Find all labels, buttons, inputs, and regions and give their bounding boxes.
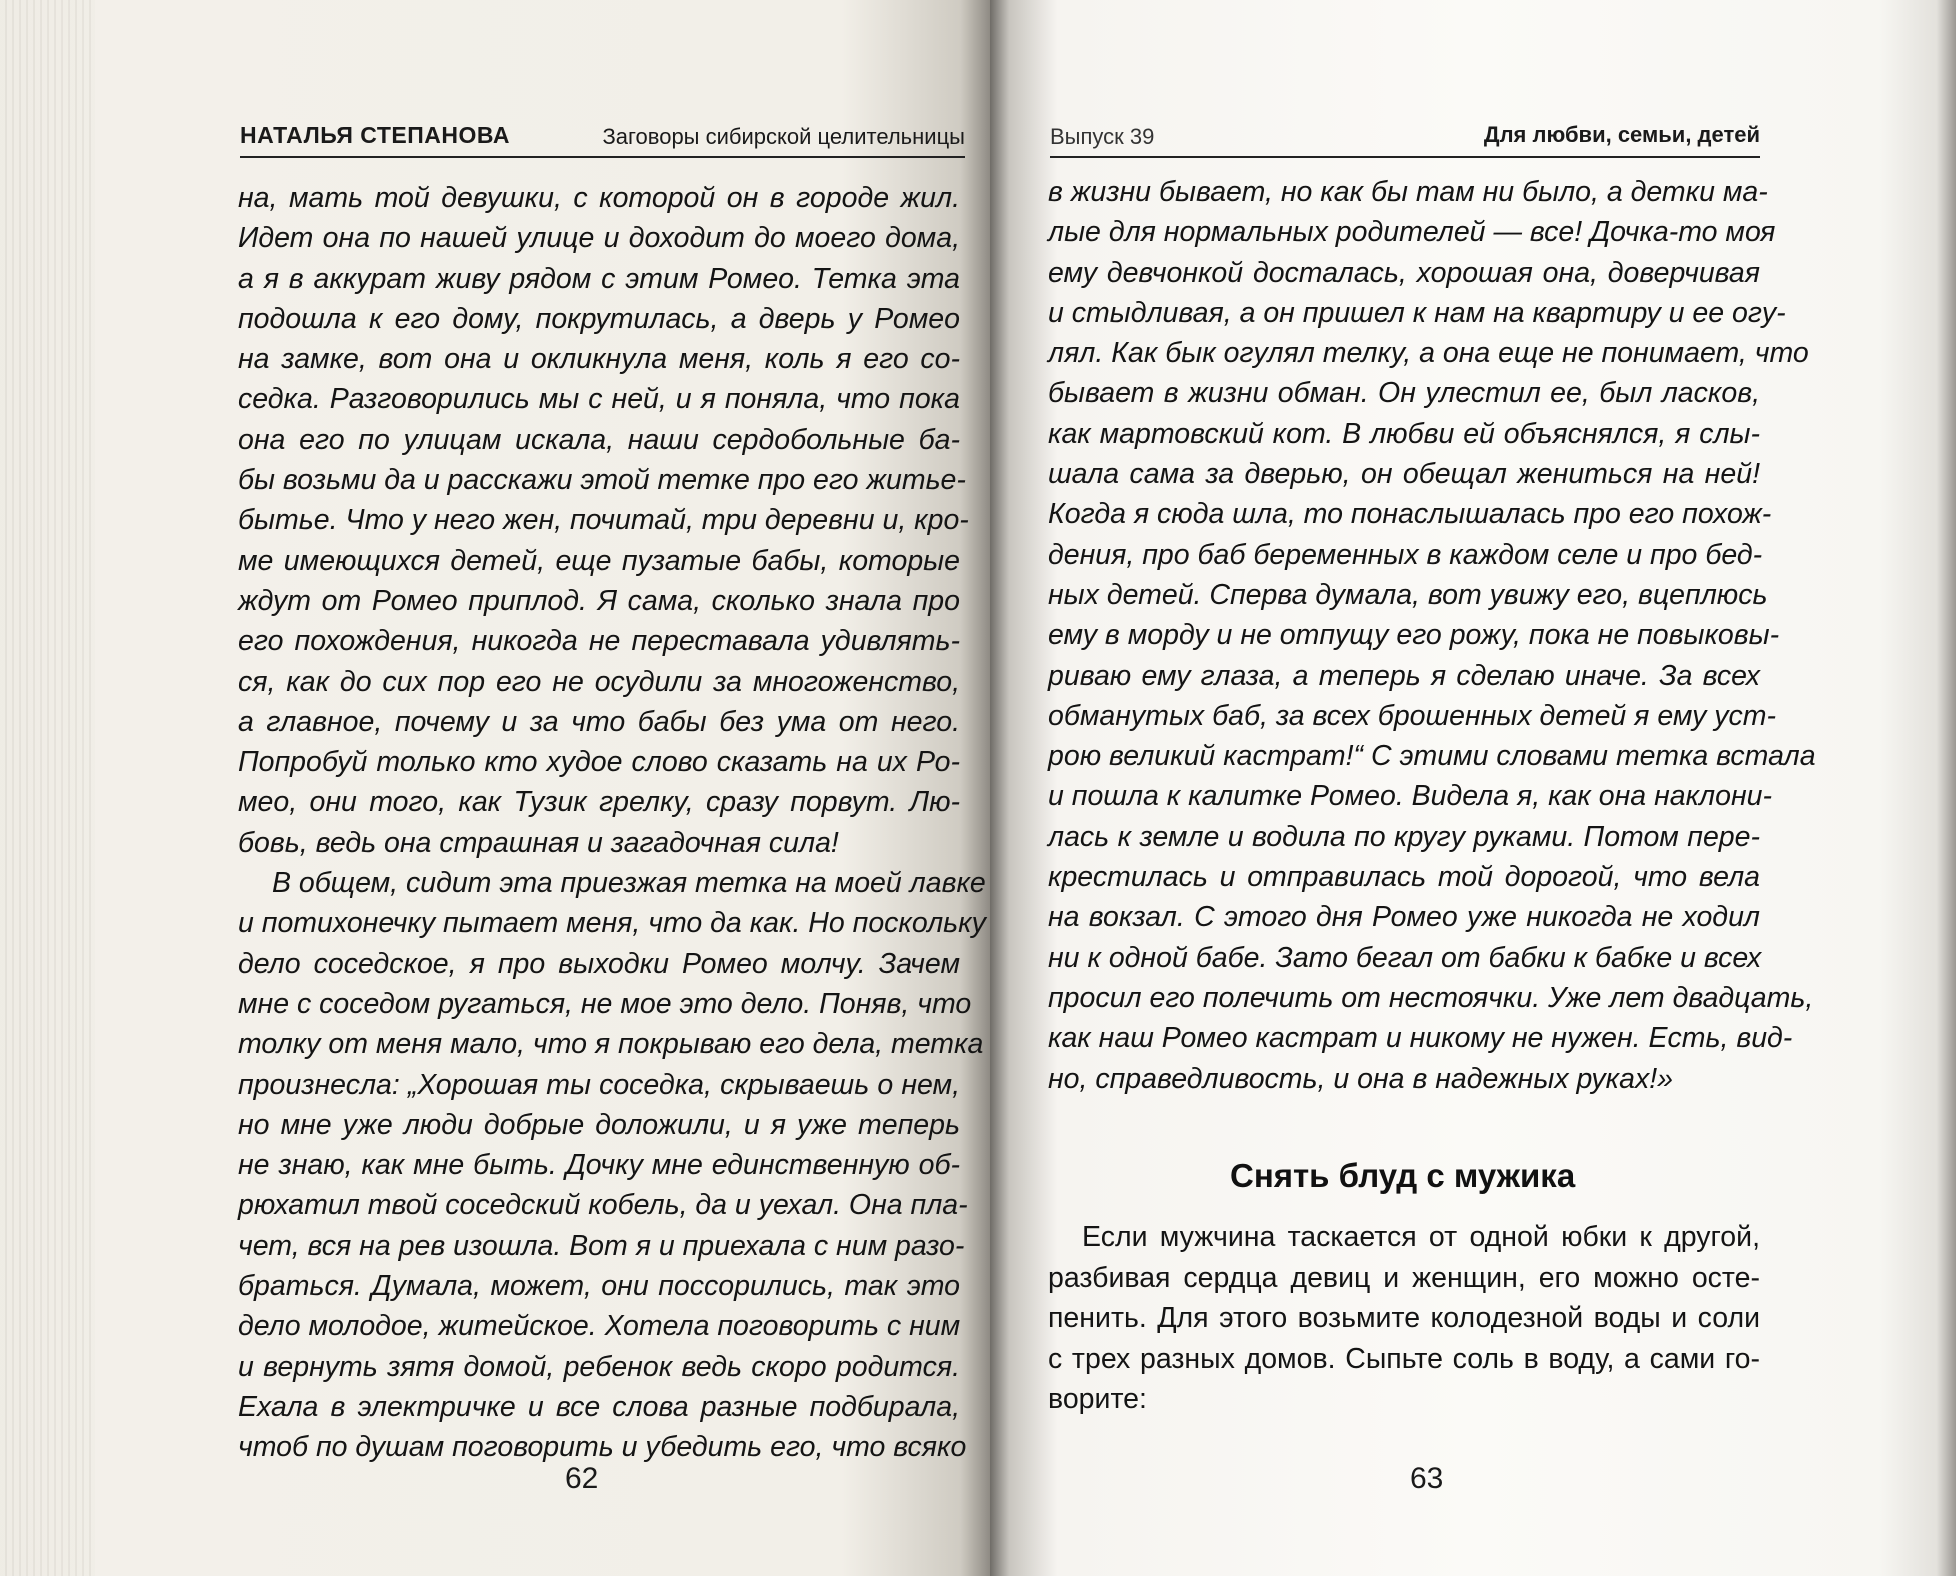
text-line: Идет она по нашей улице и доходит до моего дома, — [238, 222, 960, 255]
text-line: седка. Разговорились мы с ней, и я поняла, что пока — [238, 383, 960, 416]
text-line: лял. Как бык огулял телку, а она еще не понимает, что — [1048, 337, 1809, 370]
text-line: рюхатил твой соседский кобель, да и уехал. Она пла- — [238, 1189, 968, 1222]
text-line: бы возьми да и расскажи этой тетке про его житье- — [238, 464, 966, 497]
text-line: дения, про баб беременных в каждом селе и про бед- — [1048, 538, 1763, 571]
left-body-text — [238, 178, 986, 1468]
text-line: как мартовский кот. В любви ей объяснялся, я слы- — [1048, 417, 1760, 450]
text-line: ни к одной бабе. Зато бегал от бабки к бабке и всех — [1048, 941, 1762, 974]
text-line: ворите: — [1048, 1383, 1147, 1415]
text-line: на, мать той девушки, с которой он в городе жил. — [238, 182, 960, 214]
text-line: браться. Думала, может, они поссорились, так это — [238, 1270, 960, 1303]
text-line: в жизни бывает, но как бы там ни было, а детки ма- — [1048, 176, 1768, 208]
text-line: бывает в жизни обман. Он улестил ее, был ласков, — [1048, 377, 1760, 410]
text-line: а я в аккурат живу рядом с этим Ромео. Тетка эта — [238, 262, 960, 295]
text-line: ему девчонкой досталась, хорошая она, доверчивая — [1048, 256, 1760, 289]
page-number: 62 — [565, 1462, 599, 1495]
text-line: риваю ему глаза, а теперь я сделаю иначе. За всех — [1048, 659, 1760, 692]
text-line: а главное, почему и за что бабы без ума от него. — [238, 705, 960, 738]
right-page — [990, 0, 1956, 1576]
text-line: рою великий кастрат!“ С этими словами тетка встала — [1048, 740, 1816, 773]
text-line: лась к земле и водила по кругу руками. Потом пере- — [1048, 820, 1760, 853]
text-line: ме имеющихся детей, еще пузатые бабы, которые — [238, 544, 960, 577]
text-line: не знаю, как мне быть. Дочку мне единственную об- — [238, 1149, 960, 1182]
author-name: НАТАЛЬЯ СТЕПАНОВА — [240, 122, 510, 148]
text-line: ждут от Ромео приплод. Я сама, сколько знала про — [238, 584, 960, 617]
text-line: произнесла: „Хорошая ты соседка, скрываешь о нем, — [238, 1068, 960, 1101]
text-line: толку от меня мало, что я покрываю его дела, тетка — [238, 1028, 984, 1061]
text-line: дело молодое, житейское. Хотела поговорить с ним — [238, 1310, 961, 1343]
text-line: и пошла к калитке Ромео. Видела я, как она наклони- — [1048, 780, 1773, 813]
text-line: В общем, сидит эта приезжая тетка на моей лавке — [272, 867, 986, 900]
text-line: просил его полечить от нестоячки. Уже лет двадцать, — [1048, 981, 1814, 1014]
text-line: лые для нормальных родителей — все! Дочка-то моя — [1048, 216, 1776, 249]
section-title: Для любви, семьи, детей — [1483, 122, 1760, 147]
text-line: но, справедливость, и она в надежных руках!» — [1048, 1062, 1673, 1095]
right-running-header — [1050, 116, 1760, 158]
text-line: и вернуть зятя домой, ребенок ведь скоро родится. — [238, 1350, 960, 1383]
text-line: Когда я сюда шла, то понаслышалась про его похож- — [1048, 498, 1772, 531]
text-line: Попробуй только кто худое слово сказать на их Ро- — [238, 746, 960, 779]
text-line: чтоб по душам поговорить и убедить его, что всяко — [238, 1431, 967, 1464]
text-line: ему в морду и не отпущу его рожу, пока не повыковы- — [1048, 619, 1780, 652]
page-number: 63 — [1410, 1462, 1444, 1495]
text-line: бовь, ведь она страшная и загадочная сила! — [238, 826, 839, 859]
book-title: Заговоры сибирской целительницы — [602, 124, 965, 149]
text-line: с трех разных домов. Сыпьте соль в воду, а сами го- — [1048, 1342, 1760, 1375]
text-line: разбивая сердца девиц и женщин, его можно осте- — [1048, 1261, 1760, 1294]
page-edge-stack — [0, 0, 95, 1576]
text-line: Ехала в электричке и все слова разные подбирала, — [238, 1390, 960, 1423]
text-line: и стыдливая, а он пришел к нам на квартиру и ее огу- — [1048, 296, 1786, 329]
right-body-text — [1048, 172, 1816, 1099]
text-line: мне с соседом ругаться, не мое это дело. Поняв, что — [238, 987, 972, 1020]
section-heading: Снять блуд с мужика — [1230, 1157, 1576, 1194]
issue-label: Выпуск 39 — [1050, 124, 1155, 149]
text-line: Если мужчина таскается от одной юбки к другой, — [1082, 1221, 1760, 1253]
text-line: крестилась и отправилась той дорогой, что вела — [1048, 861, 1760, 894]
text-line: бытье. Что у него жен, почитай, три деревни и, кро- — [238, 504, 969, 537]
text-line: пенить. Для этого возьмите колодезной воды и соли — [1048, 1302, 1760, 1334]
left-running-header — [240, 116, 965, 158]
text-line: чет, вся на рев изошла. Вот я и приехала с ним разо- — [238, 1229, 965, 1262]
text-line: но мне уже люди добрые доложили, и я уже теперь — [238, 1108, 960, 1141]
text-line: на замке, вот она и окликнула меня, коль я его со- — [238, 343, 960, 376]
text-line: ся, как до сих пор его не осудили за многоженство, — [238, 665, 960, 698]
text-line: и потихонечку пытает меня, что да как. Но поскольку — [238, 907, 986, 940]
text-line: на вокзал. С этого дня Ромео уже никогда не ходил — [1048, 901, 1760, 934]
text-line: дело соседское, я про выходки Ромео молчу. Зачем — [238, 947, 960, 980]
instruction-text — [1048, 1217, 1760, 1420]
text-line: обманутых баб, за всех брошенных детей я ему уст- — [1048, 699, 1776, 732]
text-line: шала сама за дверью, он обещал жениться на ней! — [1048, 458, 1760, 491]
text-line: мео, они того, как Тузик грелку, сразу порвут. Лю- — [238, 786, 960, 819]
text-line: она его по улицам искала, наши сердобольные ба- — [238, 423, 960, 456]
text-line: ных детей. Сперва думала, вот увижу его, вцеплюсь — [1048, 578, 1768, 611]
text-line: как наш Ромео кастрат и никому не нужен. Есть, вид- — [1048, 1022, 1793, 1055]
text-line: его похождения, никогда не переставала удивлять- — [238, 625, 960, 658]
text-line: подошла к его дому, покрутилась, а дверь у Ромео — [238, 302, 960, 335]
